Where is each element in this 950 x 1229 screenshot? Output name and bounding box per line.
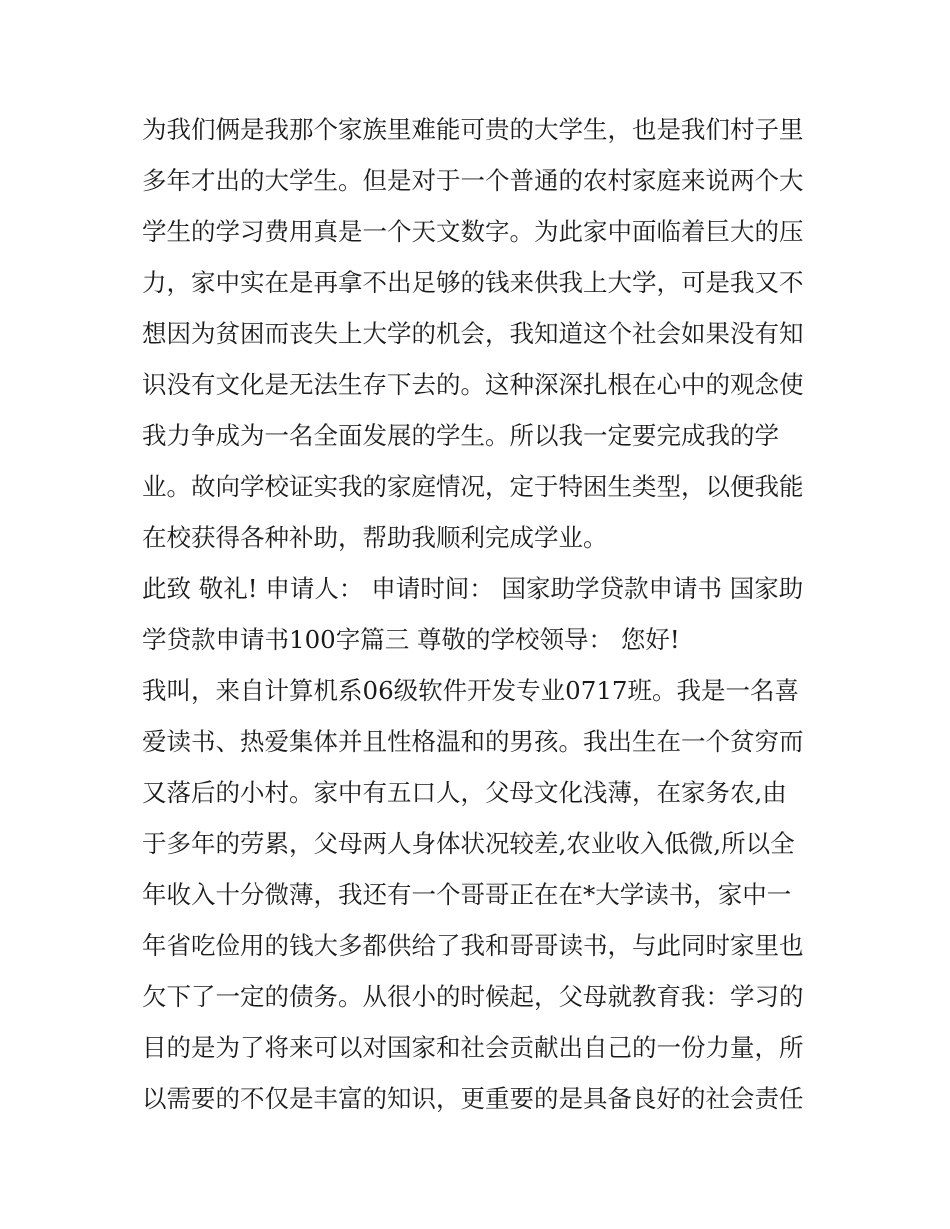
text-line: 我叫，来自计算机系06级软件开发专业0717班。我是一名喜	[142, 676, 800, 705]
document-body	[142, 104, 812, 1124]
text-line: 目的是为了将来可以对国家和社会贡献出自己的一份力量，所	[142, 1033, 804, 1062]
text-line: 在校获得各种补助，帮助我顺利完成学业。	[142, 523, 608, 552]
text-line: 年收入十分微薄，我还有一个哥哥正在在*大学读书，家中一	[142, 880, 792, 909]
text-line: 以需要的不仅是丰富的知识，更重要的是具备良好的社会责任	[142, 1084, 804, 1113]
text-line: 欠下了一定的债务。从很小的时候起，父母就教育我：学习的	[142, 982, 804, 1011]
text-line: 学贷款申请书100字篇三 尊敬的学校领导： 您好!	[142, 625, 680, 654]
text-line: 又落后的小村。家中有五口人，父母文化浅薄，在家务农,由	[142, 778, 787, 807]
text-line: 识没有文化是无法生存下去的。这种深深扎根在心中的观念使	[142, 370, 804, 399]
text-line: 年省吃俭用的钱大多都供给了我和哥哥读书，与此同时家里也	[142, 931, 804, 960]
text-line: 爱读书、热爱集体并且性格温和的男孩。我出生在一个贫穷而	[142, 727, 804, 756]
text-line: 我力争成为一名全面发展的学生。所以我一定要完成我的学	[142, 421, 779, 450]
text-line: 学生的学习费用真是一个天文数字。为此家中面临着巨大的压	[142, 217, 804, 246]
text-line: 此致 敬礼! 申请人： 申请时间： 国家助学贷款申请书 国家助	[142, 574, 804, 603]
text-line: 于多年的劳累，父母两人身体状况较差,农业收入低微,所以全	[142, 829, 795, 858]
text-line: 业。故向学校证实我的家庭情况，定于特困生类型，以便我能	[142, 472, 804, 501]
text-line: 想因为贫困而丧失上大学的机会，我知道这个社会如果没有知	[142, 319, 804, 348]
text-line: 力，家中实在是再拿不出足够的钱来供我上大学，可是我又不	[142, 268, 804, 297]
text-line: 多年才出的大学生。但是对于一个普通的农村家庭来说两个大	[142, 166, 804, 195]
text-line: 为我们俩是我那个家族里难能可贵的大学生，也是我们村子里	[142, 115, 804, 144]
